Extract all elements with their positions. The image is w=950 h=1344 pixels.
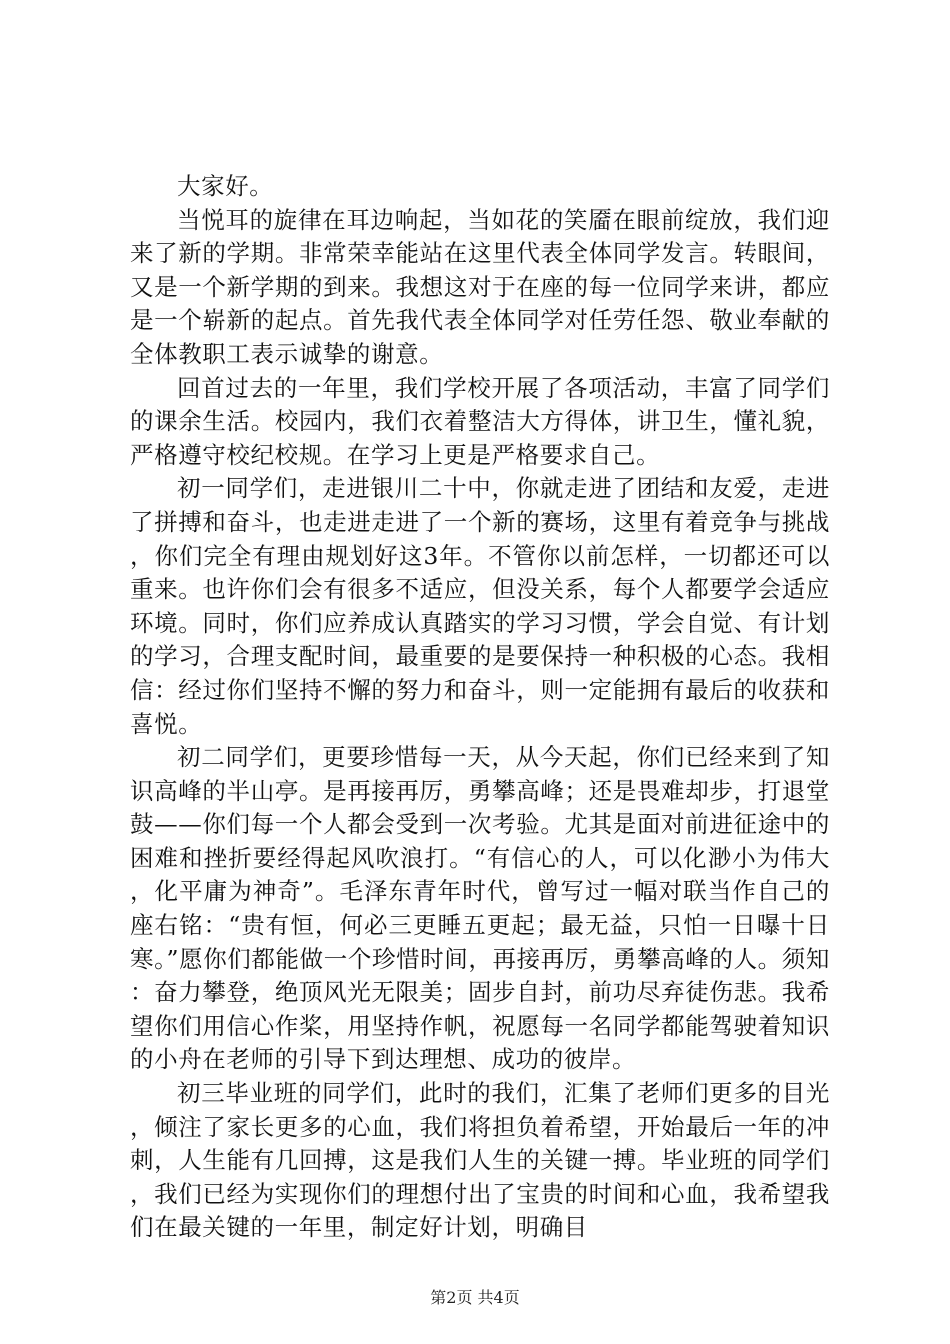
paragraph-grade-one: 初一同学们，走进银川二十中，你就走进了团结和友爱，走进了拼搏和奋斗，也走进走进了一个新的赛场，这里有着竞争与挑战，你们完全有理由规划好这3年。不管你以前怎样，一切都还可以重来。也许你们会有很多不适应，但没关系，每个人都要学会适应环境。同时，你们应养成认真踏实的学习习惯，学会自觉、有计划的学习，合理支配时间，最重要的是要保持一种积极的心态。我相信：经过你们坚持不懈的努力和奋斗，则一定能拥有最后的收获和喜悦。 [130, 474, 830, 738]
paragraph-greeting: 大家好。 [177, 172, 274, 200]
paragraph-opening: 当悦耳的旋律在耳边响起，当如花的笑靥在眼前绽放，我们迎来了新的学期。非常荣幸能站在这里代表全体同学发言。转眼间，又是一个新学期的到来。我想这对于在座的每一位同学来讲，都应是一个崭新的起点。首先我代表全体同学对任劳任怨、敬业奉献的全体教职工表示诚挚的谢意。 [130, 205, 830, 368]
document-body [130, 170, 830, 1245]
paragraph-grade-two: 初二同学们，更要珍惜每一天，从今天起，你们已经来到了知识高峰的半山亭。是再接再厉，勇攀高峰；还是畏难却步，打退堂鼓——你们每一个人都会受到一次考验。尤其是面对前进征途中的困难和挫折要经得起风吹浪打。“有信心的人，可以化渺小为伟大，化平庸为神奇”。毛泽东青年时代，曾写过一幅对联当作自己的座右铭：“贵有恒，何必三更睡五更起；最无益，只怕一日曝十日寒。”愿你们都能做一个珍惜时间，再接再厉，勇攀高峰的人。须知：奋力攀登，绝顶风光无限美；固步自封，前功尽弃徒伤悲。我希望你们用信心作桨，用坚持作帆，祝愿每一名同学都能驾驶着知识的小舟在老师的引导下到达理想、成功的彼岸。 [130, 743, 830, 1074]
page-number-footer: 第2页 共4页 [430, 1288, 520, 1307]
paragraph-review: 回首过去的一年里，我们学校开展了各项活动，丰富了同学们的课余生活。校园内，我们衣着整洁大方得体，讲卫生，懂礼貌，严格遵守校纪校规。在学习上更是严格要求自己。 [130, 373, 830, 469]
paragraph-grade-three: 初三毕业班的同学们，此时的我们，汇集了老师们更多的目光，倾注了家长更多的心血，我们将担负着希望，开始最后一年的冲刺，人生能有几回搏，这是我们人生的关键一搏。毕业班的同学们，我们已经为实现你们的理想付出了宝贵的时间和心血，我希望我们在最关键的一年里，制定好计划，明确目 [130, 1079, 830, 1242]
